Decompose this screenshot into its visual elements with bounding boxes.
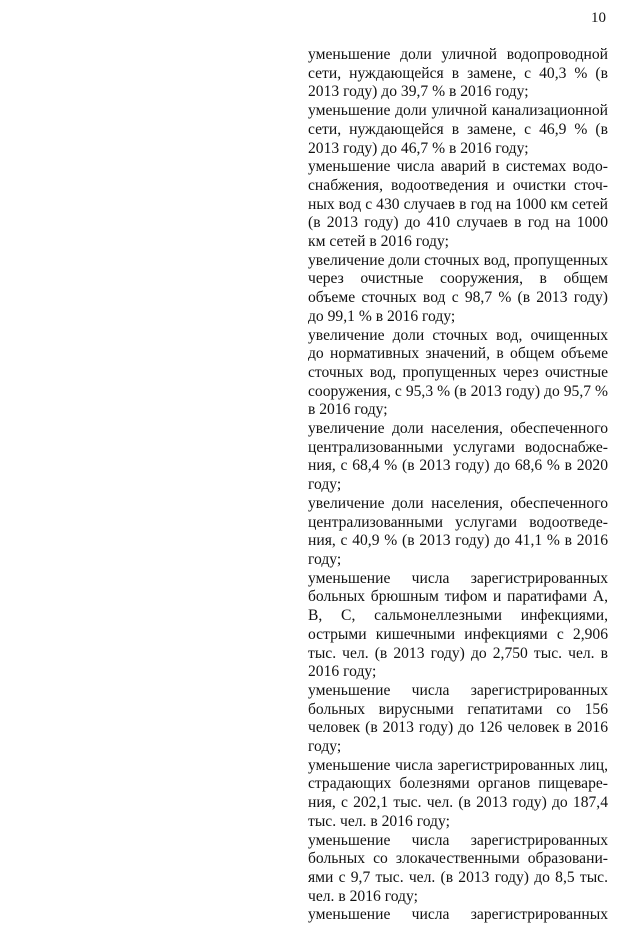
list-item: увеличение доли населения, обеспеченного централизованными услугами водоотведения, с 40,9 % (в 2013 году) до 41,1 % в 2016 году; [308,494,608,568]
list-item: уменьшение доли уличной канализационной сети, нуждающейся в замене, с 46,9 % (в 2013 году) до 46,7 % в 2016 году; [308,102,608,157]
list-item: уменьшение числа зарегистрированных [308,906,608,924]
indicator-list [308,46,608,925]
list-item: уменьшение числа зарегистрированных больных брюшным тифом и паратифами А, В, С, сальмонеллезными инфекциями, острыми кишечными инфекциями с 2,906 тыс. чел. (в 2013 году) до 2,750 тыс. чел. в 2016 году; [308,569,608,681]
list-item: увеличение доли сточных вод, пропущенных через очистные сооружения, в общем объеме сточных вод с 98,7 % (в 2013 году) до 99,1 % в 2016 году; [308,251,608,325]
list-item: увеличение доли населения, обеспеченного централизованными услугами водоснабжения, с 68,4 % (в 2013 году) до 68,6 % в 2020 году; [308,420,608,494]
list-item: уменьшение доли уличной водопроводной сети, нуждающейся в замене, с 40,3 % (в 2013 году) до 39,7 % в 2016 году; [308,46,608,101]
list-item: уменьшение числа аварий в системах водоснабжения, водоотведения и очистки сточных вод с 430 случаев в год на 1000 км сетей (в 2013 году) до 410 случаев в год на 1000 км сетей в 2016 году; [308,158,608,251]
list-item: уменьшение числа зарегистрированных больных со злокачественными образованиями с 9,7 тыс. чел. (в 2013 году) до 8,5 тыс. чел. в 2016 году; [308,831,608,905]
list-item: уменьшение числа зарегистрированных лиц, страдающих болезнями органов пищеварения, с 202,1 тыс. чел. (в 2013 году) до 187,4 тыс. чел. в 2016 году; [308,756,608,830]
list-item: уменьшение числа зарегистрированных больных вирусными гепатитами со 156 человек (в 2013 году) до 126 человек в 2016 году; [308,681,608,756]
page-number: 10 [591,10,606,26]
list-item: увеличение доли сточных вод, очищенных до нормативных значений, в общем объеме сточных вод, пропущенных через очистные сооружения, с 95,3 % (в 2013 году) до 95,7 % в 2016 году; [308,326,608,419]
